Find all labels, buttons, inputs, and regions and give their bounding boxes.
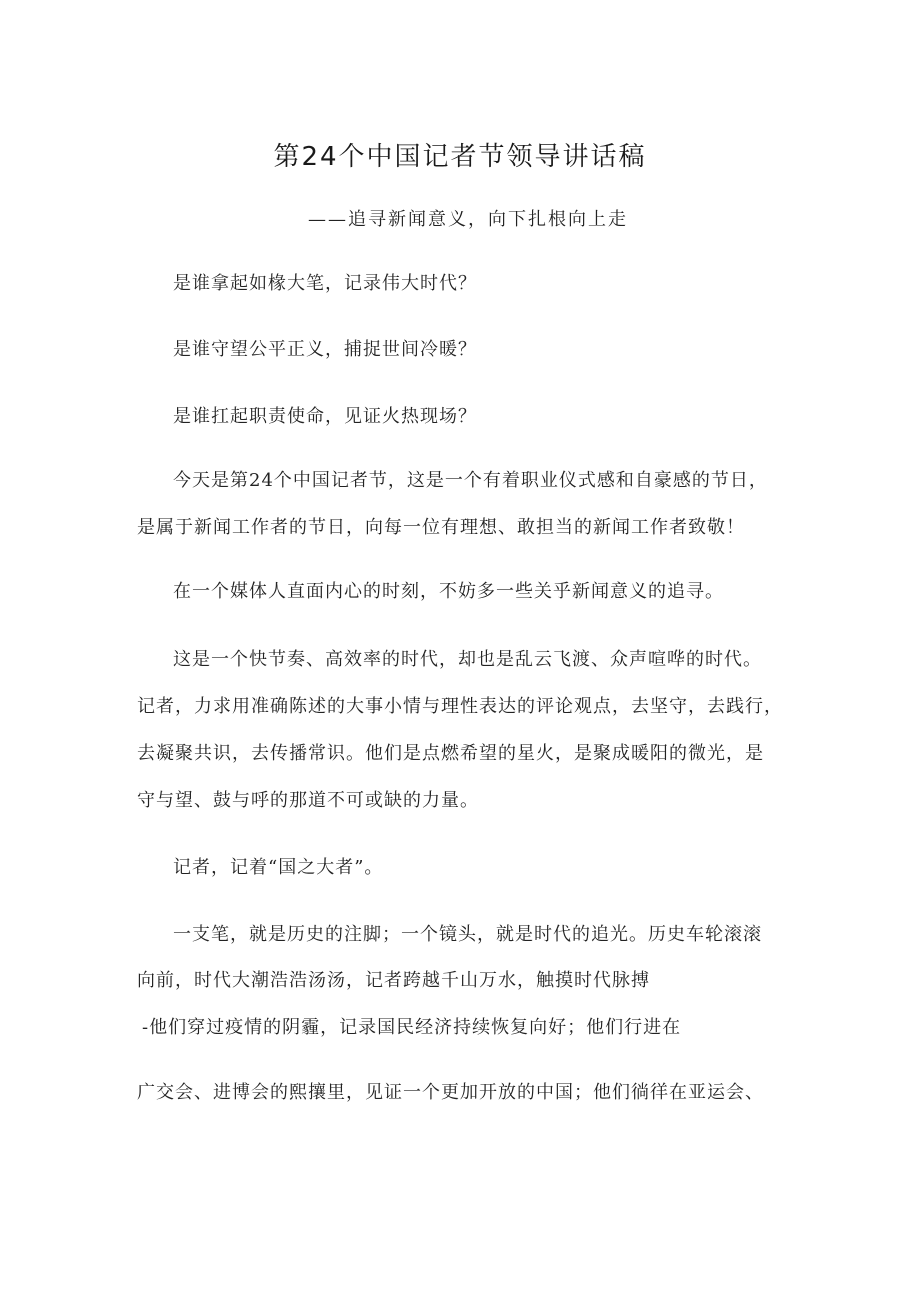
paragraph-line: 守与望、鼓与呼的那道不可或缺的力量。: [137, 790, 479, 811]
document-title: 第24个中国记者节领导讲话稿: [273, 142, 647, 172]
paragraph-line: 广交会、进博会的熙攘里，见证一个更加开放的中国；他们徜徉在亚运会、: [137, 1082, 764, 1103]
paragraph-line: 记者，力求用准确陈述的大事小情与理性表达的评论观点，去坚守，去践行，: [137, 696, 783, 717]
paragraph-line: 今天是第24个中国记者节，这是一个有着职业仪式感和自豪感的节日，: [173, 470, 768, 491]
paragraph-line: 在一个媒体人直面内心的时刻，不妨多一些关乎新闻意义的追寻。: [173, 581, 724, 602]
document-subtitle: ——追寻新闻意义，向下扎根向上走: [308, 209, 628, 230]
paragraph-line: 是谁拿起如椽大笔，记录伟大时代？: [173, 273, 477, 294]
paragraph-line: 是谁守望公平正义，捕捉世间冷暖？: [173, 339, 477, 360]
paragraph-line: 是属于新闻工作者的节日，向每一位有理想、敢担当的新闻工作者致敬！: [137, 517, 745, 538]
paragraph-line: 是谁扛起职责使命，见证火热现场？: [173, 406, 477, 427]
paragraph-line: 这是一个快节奏、高效率的时代，却也是乱云飞渡、众声喧哗的时代。: [173, 649, 762, 670]
paragraph-line: 去凝聚共识，去传播常识。他们是点燃希望的星火，是聚成暖阳的微光，是: [137, 743, 764, 764]
paragraph-line: -他们穿过疫情的阴霾，记录国民经济持续恢复向好；他们行进在: [142, 1017, 682, 1038]
paragraph-line: 一支笔，就是历史的注脚；一个镜头，就是时代的追光。历史车轮滚滚: [173, 924, 762, 945]
paragraph-line: 记者，记着“国之大者”。: [173, 857, 384, 878]
paragraph-line: 向前，时代大潮浩浩汤汤，记者跨越千山万水，触摸时代脉搏: [137, 970, 650, 991]
